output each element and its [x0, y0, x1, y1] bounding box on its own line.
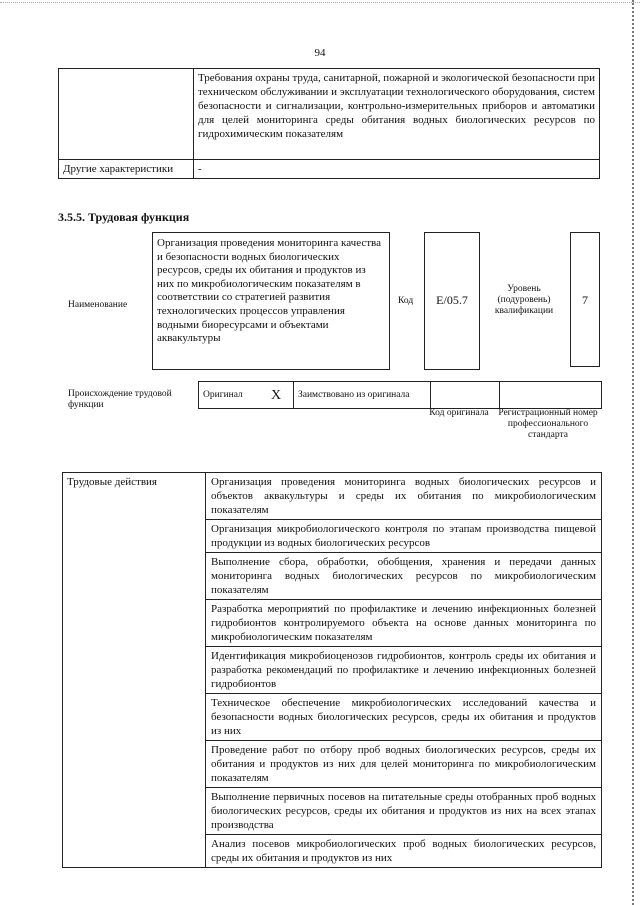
function-name-value: Организация проведения мониторинга качества и безопасности водных биологических ресурсов, среды их обитания и продуктов из них по микробиологическим показателям в соответствии со стратегией развития технологических процессов управления водными биоресурсами и объектами аквакультуры	[152, 232, 390, 370]
row-label	[59, 69, 194, 160]
action-item: Анализ посевов микробиологических проб водных биологических ресурсов, среды их обитания и продуктов из них	[206, 835, 602, 868]
origin-table	[198, 381, 602, 409]
action-item: Проведение работ по отбору проб водных биологических ресурсов, среды их обитания и продуктов из них для целей мониторинга по микробиологическим показателям	[206, 741, 602, 788]
table-row	[59, 69, 600, 160]
row-label-other-characteristics: Другие характеристики	[59, 160, 194, 179]
table-row	[59, 160, 600, 179]
original-label: Оригинал	[199, 382, 260, 409]
reg-number-label: Регистрационный номер профессионального стандарта	[498, 408, 598, 440]
action-item: Выполнение сбора, обработки, обобщения, хранения и передачи данных мониторинга водных биологических ресурсов по микробиологическим показателям	[206, 553, 602, 600]
action-item: Организация микробиологического контроля по этапам производства пищевой продукции из водных биологических ресурсов	[206, 520, 602, 553]
original-mark: X	[259, 382, 294, 409]
table-row	[199, 382, 602, 409]
section-title: 3.5.5. Трудовая функция	[58, 210, 190, 224]
original-code-cell	[431, 382, 500, 409]
action-item: Выполнение первичных посевов на питательные среды отобранных проб водных биологических ресурсов, среды их обитания и продуктов из них на всех этапах производства	[206, 788, 602, 835]
page-top-edge	[0, 2, 640, 3]
actions-label: Трудовые действия	[63, 473, 206, 868]
code-label: Код	[398, 296, 414, 306]
name-label: Наименование	[68, 300, 128, 310]
requirements-table	[58, 68, 600, 179]
qualification-level-value: 7	[570, 232, 600, 367]
labor-actions-table	[62, 472, 602, 868]
page-right-edge	[632, 0, 634, 905]
borrowed-label: Заимствовано из оригинала	[294, 382, 431, 409]
reg-number-cell	[500, 382, 602, 409]
function-code-value: E/05.7	[424, 232, 480, 370]
action-item: Организация проведения мониторинга водных биологических ресурсов и объектов аквакультуры и среды их обитания по микробиологическим показателям	[206, 473, 602, 520]
row-value: -	[194, 160, 600, 179]
table-row	[63, 473, 602, 520]
original-code-label: Код оригинала	[429, 408, 489, 418]
row-value: Требования охраны труда, санитарной, пожарной и экологической безопасности при техническом обслуживании и эксплуатации технологического оборудования, систем безопасности и сигнализации, контрольно-измерительных приборов и автоматики для целей мониторинга среды обитания водных биологических ресурсов по гидрохимическим показателям	[194, 69, 600, 160]
page-number: 94	[314, 47, 326, 59]
action-item: Идентификация микробиоценозов гидробионтов, контроль среды их обитания и разработка рекомендаций по профилактике и лечению инфекционных болезней гидробионтов	[206, 647, 602, 694]
action-item: Разработка мероприятий по профилактике и лечению инфекционных болезней гидробионтов контролируемого объекта на основе данных мониторинга по микробиологическим показателям	[206, 600, 602, 647]
action-item: Техническое обеспечение микробиологических исследований качества и безопасности водных биологических ресурсов, среды их обитания и продуктов из них	[206, 694, 602, 741]
origin-label: Происхождение трудовой функции	[68, 389, 172, 410]
level-label: Уровень (подуровень) квалификации	[494, 284, 554, 316]
